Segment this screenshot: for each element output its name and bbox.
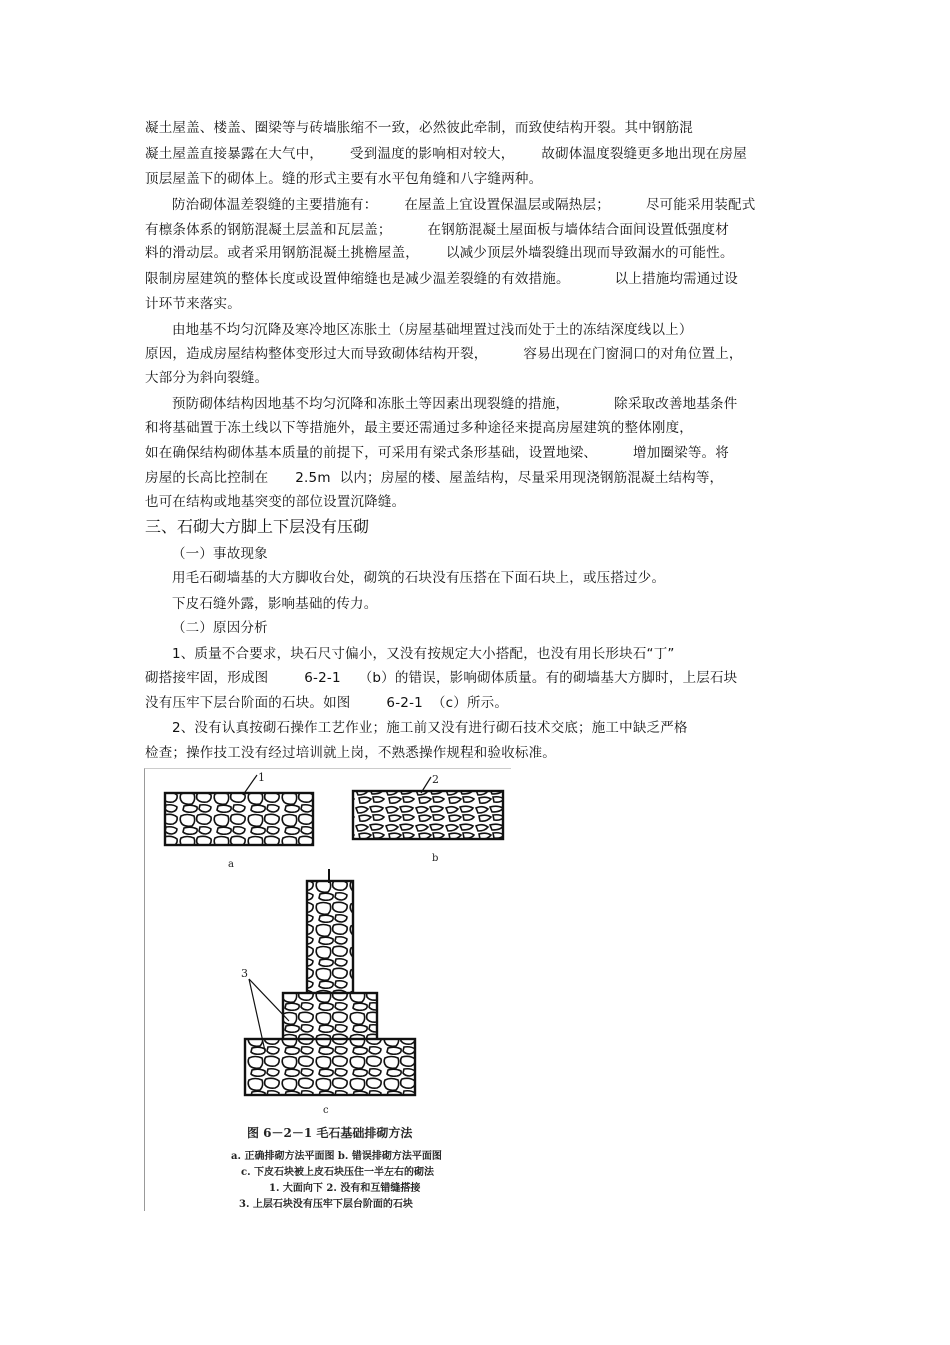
section-c-footing [245,869,415,1095]
plan-a-correct [165,775,313,845]
text-line: 顶层屋盖下的砌体上。缝的形式主要有水平包角缝和八字缝两种。 [145,171,543,187]
figure-caption-line: 3. 上层石块没有压牢下层台阶面的石块 [239,1199,413,1210]
text-line: 也可在结构或地基突变的部位设置沉降缝。 [145,494,406,510]
text-line: 有檩条体系的钢筋混凝土层盖和瓦层盖； 在钢筋混凝土屋面板与墙体结合面间设置低强度材 [145,222,729,238]
masonry-figure [144,768,511,1211]
figure-drawing [145,769,511,1211]
text-line: 没有压牢下层台阶面的石块。如图 6-2-1 （c）所示。 [145,695,509,711]
text-line: 砌搭接牢固，形成图 6-2-1 （b）的错误，影响砌体质量。有的砌墙基大方脚时，上层石块 [145,670,738,686]
plan-b-wrong [353,777,503,839]
text-line: 用毛石砌墙基的大方脚收台处，砌筑的石块没有压搭在下面石块上，或压搭过少。 [145,570,666,586]
figure-label-1: 1 [258,771,265,784]
figure-label-a: a [228,859,234,870]
figure-label-b: b [432,853,439,864]
text-line: 和将基础置于冻土线以下等措施外，最主要还需通过多种途径来提高房屋建筑的整体刚度， [145,420,693,436]
text-line: 大部分为斜向裂缝。 [145,370,269,386]
section-heading: 三、石砌大方脚上下层没有压砌 [145,517,370,536]
text-line: 房屋的长高比控制在 2.5m 以内；房屋的楼、屋盖结构，尽量采用现浇钢筋混凝土结构等， [145,470,724,486]
figure-caption-line: c. 下皮石块被上皮石块压住一半左右的砌法 [241,1167,435,1178]
text-line: 凝土屋盖直接暴露在大气中， 受到温度的影响相对较大， 故砌体温度裂缝更多地出现在房屋 [145,146,747,162]
subheading: （一）事故现象 [145,546,268,562]
text-line: 检查；操作技工没有经过培训就上岗，不熟悉操作规程和验收标准。 [145,745,556,761]
figure-caption-line: a. 正确排砌方法平面图 b. 错误排砌方法平面图 [231,1151,442,1162]
text-line: 限制房屋建筑的整体长度或设置伸缩缝也是减少温差裂缝的有效措施。 以上措施均需通过设 [145,271,738,287]
figure-caption-line: 1. 大面向下 2. 没有和互错缝搭接 [269,1183,421,1194]
text-line: 防治砌体温差裂缝的主要措施有： 在屋盖上宜设置保温层或隔热层； 尽可能采用装配式 [145,197,756,213]
figure-label-3: 3 [241,967,248,980]
text-line: 原因，造成房屋结构整体变形过大而导致砌体结构开裂， 容易出现在门窗洞口的对角位置上， [145,346,743,362]
subheading: （二）原因分析 [145,620,268,636]
text-line: 2、没有认真按砌石操作工艺作业；施工前又没有进行砌石技术交底；施工中缺乏严格 [145,720,688,736]
figure-label-c: c [323,1105,329,1116]
text-line: 料的滑动层。或者采用钢筋混凝土挑檐屋盖， 以减少顶层外墙裂缝出现而导致漏水的可能性。 [145,245,734,261]
text-line: 计环节来落实。 [145,296,241,312]
text-line: 预防砌体结构因地基不均匀沉降和冻胀土等因素出现裂缝的措施， 除采取改善地基条件 [145,396,738,412]
text-line: 如在确保结构砌体基本质量的前提下，可采用有梁式条形基础，设置地梁、 增加圈梁等。将 [145,445,729,461]
text-line: 由地基不均匀沉降及寒冷地区冻胀土（房屋基础埋置过浅而处于土的冻结深度线以上） [145,322,693,338]
text-line: 下皮石缝外露，影响基础的传力。 [145,596,378,612]
text-line: 凝土屋盖、楼盖、圈梁等与砖墙胀缩不一致，必然彼此牵制，而致使结构开裂。其中钢筋混 [145,120,693,136]
figure-label-2: 2 [432,773,439,786]
figure-caption-title: 图 6－2－1 毛石基础排砌方法 [247,1126,413,1140]
text-line: 1、质量不合要求，块石尺寸偏小，又没有按规定大小搭配，也没有用长形块石“丁” [145,646,675,662]
